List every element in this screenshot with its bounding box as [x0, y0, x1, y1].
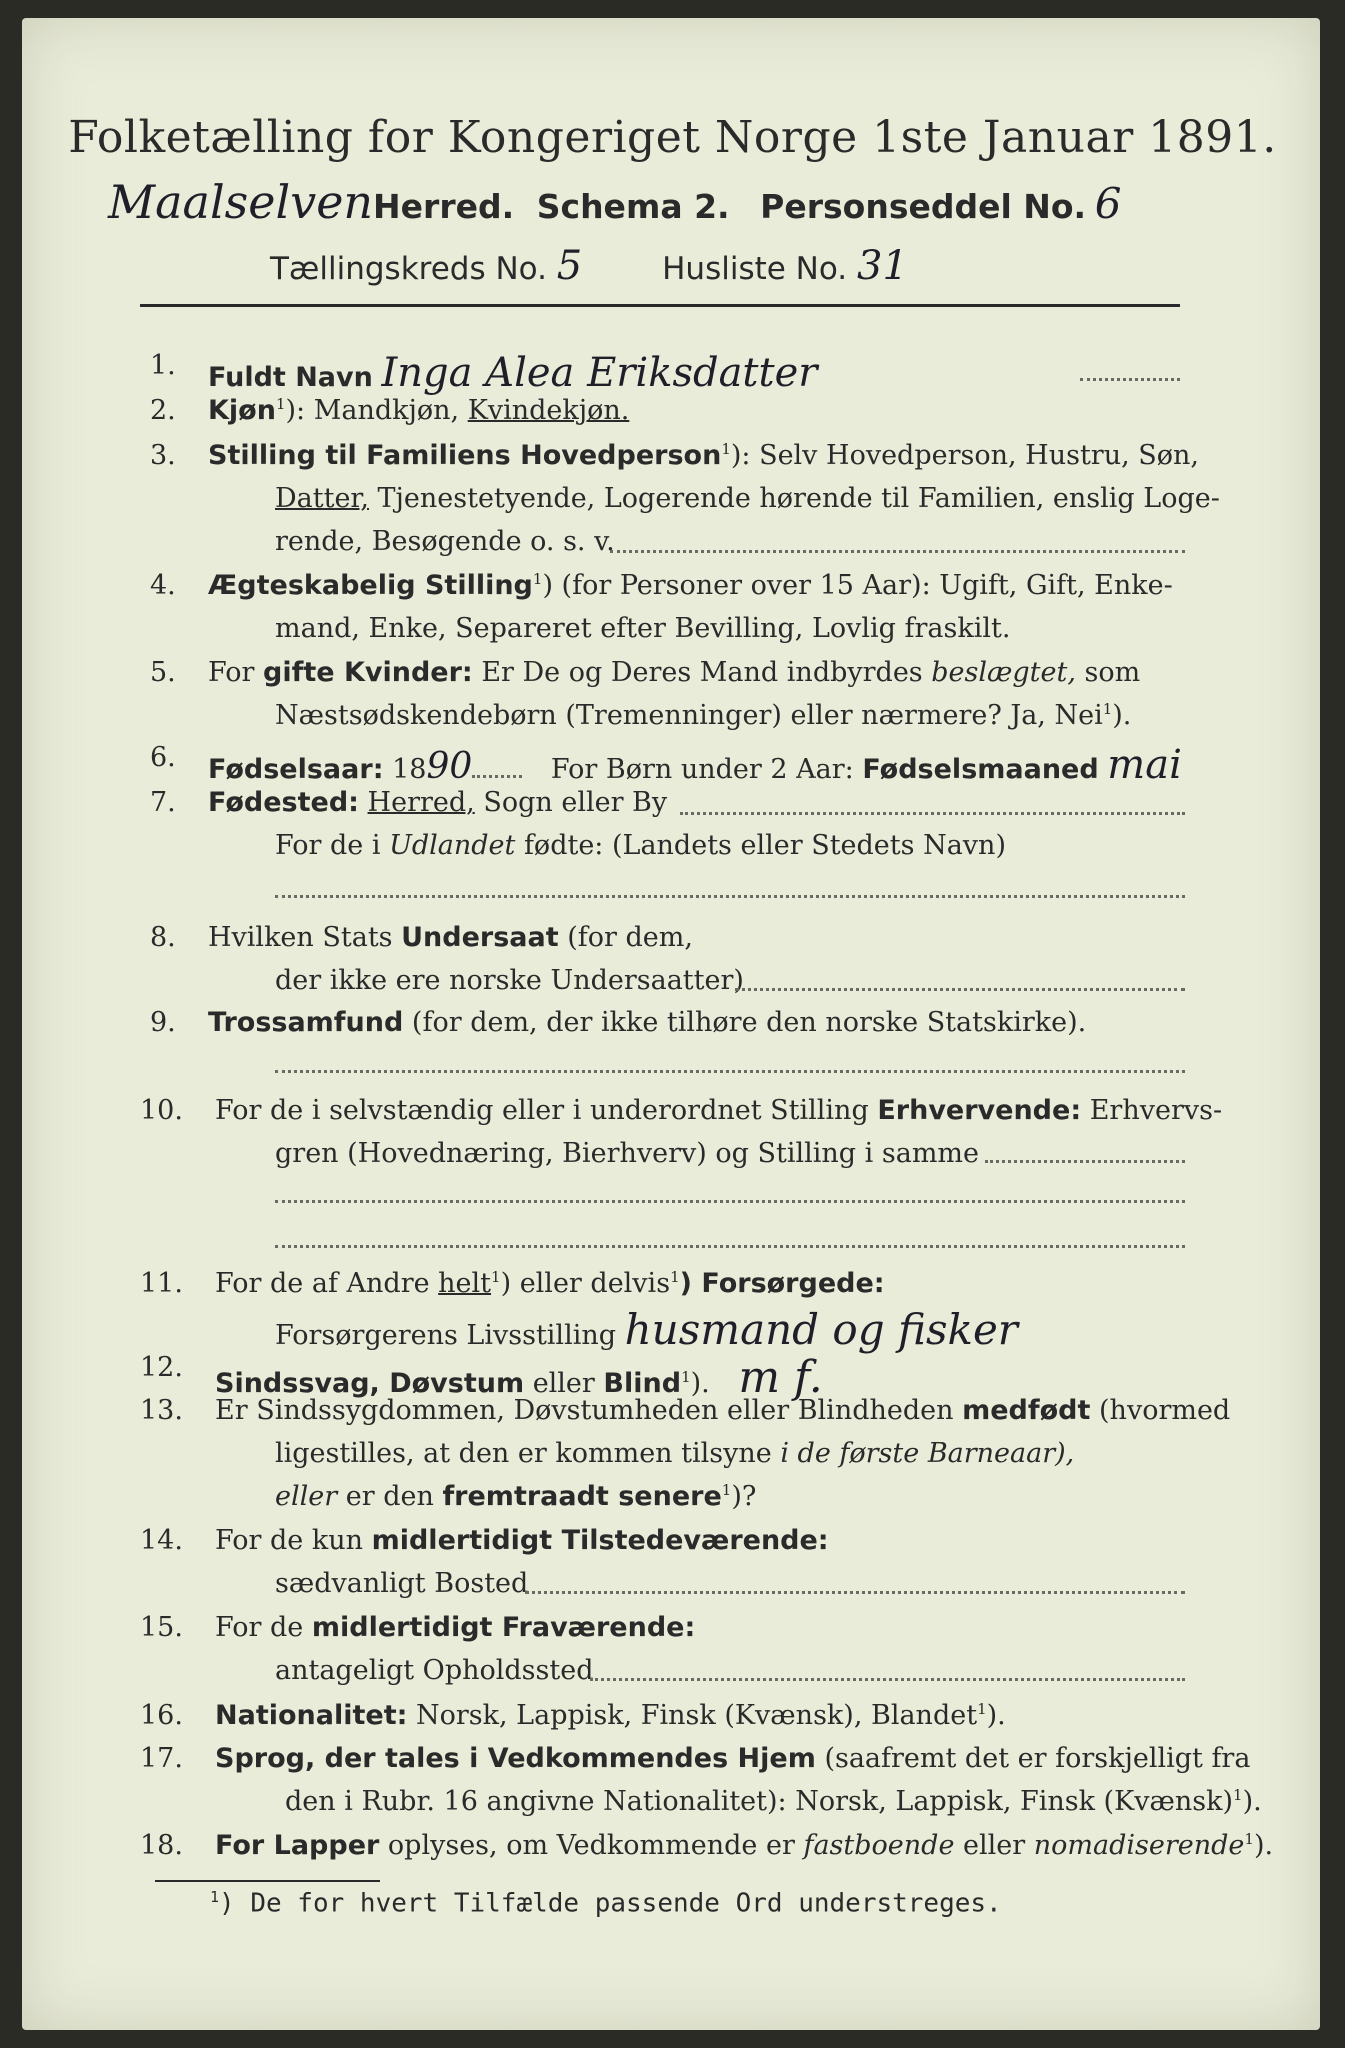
- q5-italic: beslægtet,: [931, 657, 1076, 688]
- q18-text-a: oplyses, om Vedkommende er: [387, 1830, 795, 1861]
- q8-text-a: Hvilken Stats: [208, 922, 393, 953]
- q13-row3: [275, 1481, 756, 1512]
- q16-sup: 1: [977, 1700, 987, 1718]
- q13-label2: fremtraadt senere: [442, 1481, 722, 1512]
- q15-row: [215, 1612, 695, 1643]
- q11-text-c: Forsørgerens Livsstilling: [275, 1320, 617, 1351]
- q7-underlined-answer: Herred,: [367, 787, 475, 818]
- q17-label: Sprog, der tales i Vedkommendes Hjem: [215, 1743, 816, 1774]
- q11-row2: [275, 1305, 1018, 1354]
- kreds-label: Tællingskreds No.: [270, 251, 547, 287]
- q7-text: Sogn eller By: [483, 787, 668, 818]
- q10-text-a: For de i selvstændig eller i underordnet Stilling: [215, 1095, 869, 1126]
- q3-row3: [275, 526, 615, 557]
- q5-row: [208, 657, 1140, 688]
- q8-row2: [275, 965, 744, 996]
- q14-row2: [275, 1568, 528, 1599]
- footnote-sup: 1: [210, 1888, 220, 1906]
- q6-label: Fødselsaar:: [208, 754, 384, 785]
- q16-number: 16.: [140, 1700, 183, 1731]
- q13-text-e: )?: [731, 1481, 757, 1512]
- q1-label: Fuldt Navn: [208, 362, 373, 393]
- herred-handwritten: Maalselven: [108, 175, 374, 229]
- q5-text-d: Næstsødskendebørn (Tremenninger) eller nærmere? Ja, Nei: [275, 700, 1103, 731]
- q4-row2: [275, 613, 1010, 644]
- q13-row2: [275, 1438, 1074, 1469]
- q14-text-a: For de kun: [215, 1525, 363, 1556]
- q9-text: (for dem, der ikke tilhøre den norske Statskirke).: [411, 1007, 1087, 1038]
- q8-text-b: (for dem,: [567, 922, 693, 953]
- q8-text-c: der ikke ere norske Undersaatter): [275, 965, 744, 996]
- q10-text-c: gren (Hovednæring, Bierhverv) og Stilling i samme: [275, 1138, 980, 1169]
- q10-dots3: [275, 1245, 1185, 1248]
- q16-close: ).: [986, 1700, 1006, 1731]
- q3-underlined-answer: Datter,: [275, 483, 369, 514]
- q10-dots2: [275, 1200, 1185, 1203]
- q4-text: ) (for Personer over 15 Aar): Ugift, Gift, Enke-: [542, 570, 1173, 601]
- q18-text-b: eller: [963, 1830, 1026, 1861]
- q13-text-c: ligestilles, at den er kommen tilsyne: [275, 1438, 781, 1469]
- q8-dots: [735, 988, 1185, 991]
- q18-sup: 1: [1244, 1830, 1254, 1848]
- q7-label: Fødested:: [208, 787, 359, 818]
- q8-row: [208, 922, 693, 953]
- q2-text: ): Mandkjøn,: [285, 395, 460, 426]
- q16-label: Nationalitet:: [215, 1700, 408, 1731]
- husliste-handwritten: 31: [857, 243, 908, 289]
- q6-dots: [472, 774, 522, 778]
- q11-text-b: ) eller delvis: [500, 1268, 671, 1299]
- q12-label: Sindssvag, Døvstum: [215, 1368, 525, 1399]
- q6-year-handwritten: 90: [426, 746, 473, 787]
- q15-text-a: For de: [215, 1612, 304, 1643]
- q4-label: Ægteskabelig Stilling: [208, 570, 533, 601]
- q1-number: 1.: [150, 350, 176, 381]
- q18-row: [215, 1830, 1273, 1861]
- q3-label: Stilling til Familiens Hovedperson: [208, 440, 722, 471]
- q12-label2: Blind: [603, 1368, 682, 1399]
- q10-row: [215, 1095, 1222, 1126]
- q3-text2: Tjenestetyende, Logerende hørende til Familien, enslig Loge-: [368, 483, 1220, 514]
- q9-number: 9.: [150, 1007, 176, 1038]
- q14-text-b: sædvanligt Bosted: [275, 1568, 529, 1599]
- q18-close: ).: [1253, 1830, 1274, 1861]
- q3-row: [208, 440, 1199, 471]
- q7-row: [208, 787, 667, 818]
- q11-handwritten: husmand og fisker: [624, 1305, 1018, 1354]
- q17-sup: 1: [1233, 1786, 1243, 1804]
- footnote-text: De for hvert Tilfælde passende Ord understreges.: [250, 1888, 1002, 1919]
- q13-text-d: er den: [337, 1481, 443, 1512]
- q13-row: [215, 1395, 1230, 1426]
- q5-label: gifte Kvinder:: [263, 657, 473, 688]
- q12-sup: 1: [681, 1368, 691, 1386]
- q3-row2: [275, 483, 1220, 514]
- form-title: Folketælling for Kongeriget Norge 1ste Januar 1891.: [68, 112, 1277, 163]
- q15-number: 15.: [140, 1612, 183, 1643]
- q10-dots: [985, 1160, 1185, 1163]
- q2-underlined-answer: Kvindekjøn.: [467, 395, 630, 426]
- q7-text2b: fødte: (Landets eller Stedets Navn): [515, 830, 1006, 861]
- q10-number: 10.: [140, 1095, 183, 1126]
- q7-text2a: For de i: [275, 830, 390, 861]
- q3-sup: 1: [721, 440, 731, 458]
- q11-sup2: 1: [670, 1268, 680, 1286]
- q12-number: 12.: [140, 1352, 183, 1383]
- q5-text-a: For: [208, 657, 255, 688]
- q5-text-b: Er De og Deres Mand indbyrdes: [481, 657, 923, 688]
- q7-dots: [680, 812, 1185, 815]
- q6-month-handwritten: mai: [1107, 742, 1182, 788]
- q7-italic: Udlandet: [389, 830, 516, 861]
- q2-sup: 1: [275, 395, 286, 413]
- kreds-row: [270, 243, 908, 289]
- q9-dots: [275, 1070, 1185, 1073]
- q1-handwritten: Inga Alea Eriksdatter: [381, 350, 818, 396]
- q12-text-a: eller: [532, 1368, 595, 1399]
- q6-row: [208, 742, 1182, 788]
- q7-dots2: [275, 895, 1185, 898]
- husliste-label: Husliste No.: [662, 251, 848, 287]
- q17-text-b: den i Rubr. 16 angivne Nationalitet): Norsk, Lappisk, Finsk (Kvænsk): [285, 1786, 1234, 1817]
- q13-sup: 1: [721, 1481, 732, 1499]
- q5-row2: [275, 700, 1131, 731]
- q18-italic2: nomadiserende: [1033, 1830, 1245, 1861]
- q6-number: 6.: [150, 742, 176, 773]
- q11-sup: 1: [491, 1268, 501, 1286]
- q14-label: midlertidigt Tilstedeværende:: [371, 1525, 829, 1556]
- q17-row: [215, 1743, 1250, 1774]
- q5-close: ).: [1112, 700, 1132, 731]
- q3-text3: rende, Besøgende o. s. v.: [275, 526, 615, 557]
- q18-number: 18.: [140, 1830, 183, 1861]
- q1-dots: [1080, 378, 1180, 381]
- q11-underlined-answer: helt: [438, 1268, 492, 1299]
- q4-sup: 1: [532, 570, 543, 588]
- q13-text-b: (hvormed: [1099, 1395, 1231, 1426]
- q2-row: [208, 395, 629, 426]
- q10-label: Erhvervende:: [877, 1095, 1082, 1126]
- q9-row: [208, 1007, 1086, 1038]
- q14-dots: [525, 1591, 1185, 1594]
- q17-number: 17.: [140, 1743, 183, 1774]
- q8-label: Undersaat: [401, 922, 559, 953]
- personseddel-label: Personseddel No.: [760, 187, 1087, 226]
- q6-text: For Børn under 2 Aar:: [550, 754, 854, 785]
- q3-text: ): Selv Hovedperson, Hustru, Søn,: [730, 440, 1199, 471]
- q14-number: 14.: [140, 1525, 183, 1556]
- q4-row: [208, 570, 1173, 601]
- q16-row: [215, 1700, 1006, 1731]
- herred-label: Herred.: [373, 187, 515, 226]
- q13-italic2: eller: [275, 1481, 338, 1512]
- q15-label: midlertidigt Fraværende:: [311, 1612, 696, 1643]
- q3-dots: [610, 550, 1185, 553]
- q11-row: [215, 1268, 885, 1299]
- q10-text-b: Erhvervs-: [1089, 1095, 1223, 1126]
- q13-number: 13.: [140, 1395, 183, 1426]
- q2-number: 2.: [150, 395, 176, 426]
- q2-label: Kjøn: [208, 395, 276, 426]
- q18-label: For Lapper: [215, 1830, 380, 1861]
- q14-row: [215, 1525, 829, 1556]
- q16-text: Norsk, Lappisk, Finsk (Kvænsk), Blandet: [416, 1700, 978, 1731]
- q13-italic: i de første Barneaar),: [780, 1438, 1075, 1469]
- q7-row2: [275, 830, 1006, 861]
- q13-text-a: Er Sindssygdommen, Døvstumheden eller Blindheden: [215, 1395, 954, 1426]
- q4-number: 4.: [150, 570, 176, 601]
- q5-number: 5.: [150, 657, 176, 688]
- q13-label: medfødt: [962, 1395, 1091, 1426]
- q11-text-a: For de af Andre: [215, 1268, 430, 1299]
- q3-number: 3.: [150, 440, 176, 471]
- q5-sup: 1: [1102, 700, 1113, 718]
- q17-row2: [285, 1786, 1262, 1817]
- q12-text-b: ).: [690, 1368, 710, 1399]
- header-rule: [140, 304, 1180, 307]
- q4-text2: mand, Enke, Separeret efter Bevilling, Lovlig fraskilt.: [275, 613, 1011, 644]
- q12-handwritten: m f.: [738, 1352, 823, 1403]
- kreds-handwritten: 5: [556, 243, 583, 289]
- q18-italic: fastboende: [803, 1830, 955, 1861]
- herred-row: [108, 175, 1121, 229]
- q11-number: 11.: [140, 1268, 183, 1299]
- q11-label: ) Forsørgede:: [679, 1268, 885, 1299]
- q9-label: Trossamfund: [208, 1007, 404, 1038]
- q8-number: 8.: [150, 922, 176, 953]
- footnote-rule: [155, 1880, 380, 1882]
- q6-label2: Fødselsmaaned: [862, 754, 1099, 785]
- schema-label: Schema 2.: [536, 187, 730, 226]
- q5-text-c: som: [1084, 657, 1141, 688]
- footnote: $^1$) De for hvert Tilfælde passende Ord understreges.: [210, 1888, 1002, 1919]
- q15-dots: [590, 1678, 1185, 1681]
- personseddel-handwritten: 6: [1094, 179, 1122, 228]
- q17-close: ).: [1242, 1786, 1262, 1817]
- q7-number: 7.: [150, 787, 176, 818]
- q15-text-b: antageligt Opholdssted: [275, 1655, 594, 1686]
- q6-year-prefix: 18: [392, 754, 427, 785]
- q10-row2: [275, 1138, 979, 1169]
- q1-row: [208, 350, 817, 396]
- q17-text-a: (saafremt det er forskjelligt fra: [824, 1743, 1251, 1774]
- q15-row2: [275, 1655, 594, 1686]
